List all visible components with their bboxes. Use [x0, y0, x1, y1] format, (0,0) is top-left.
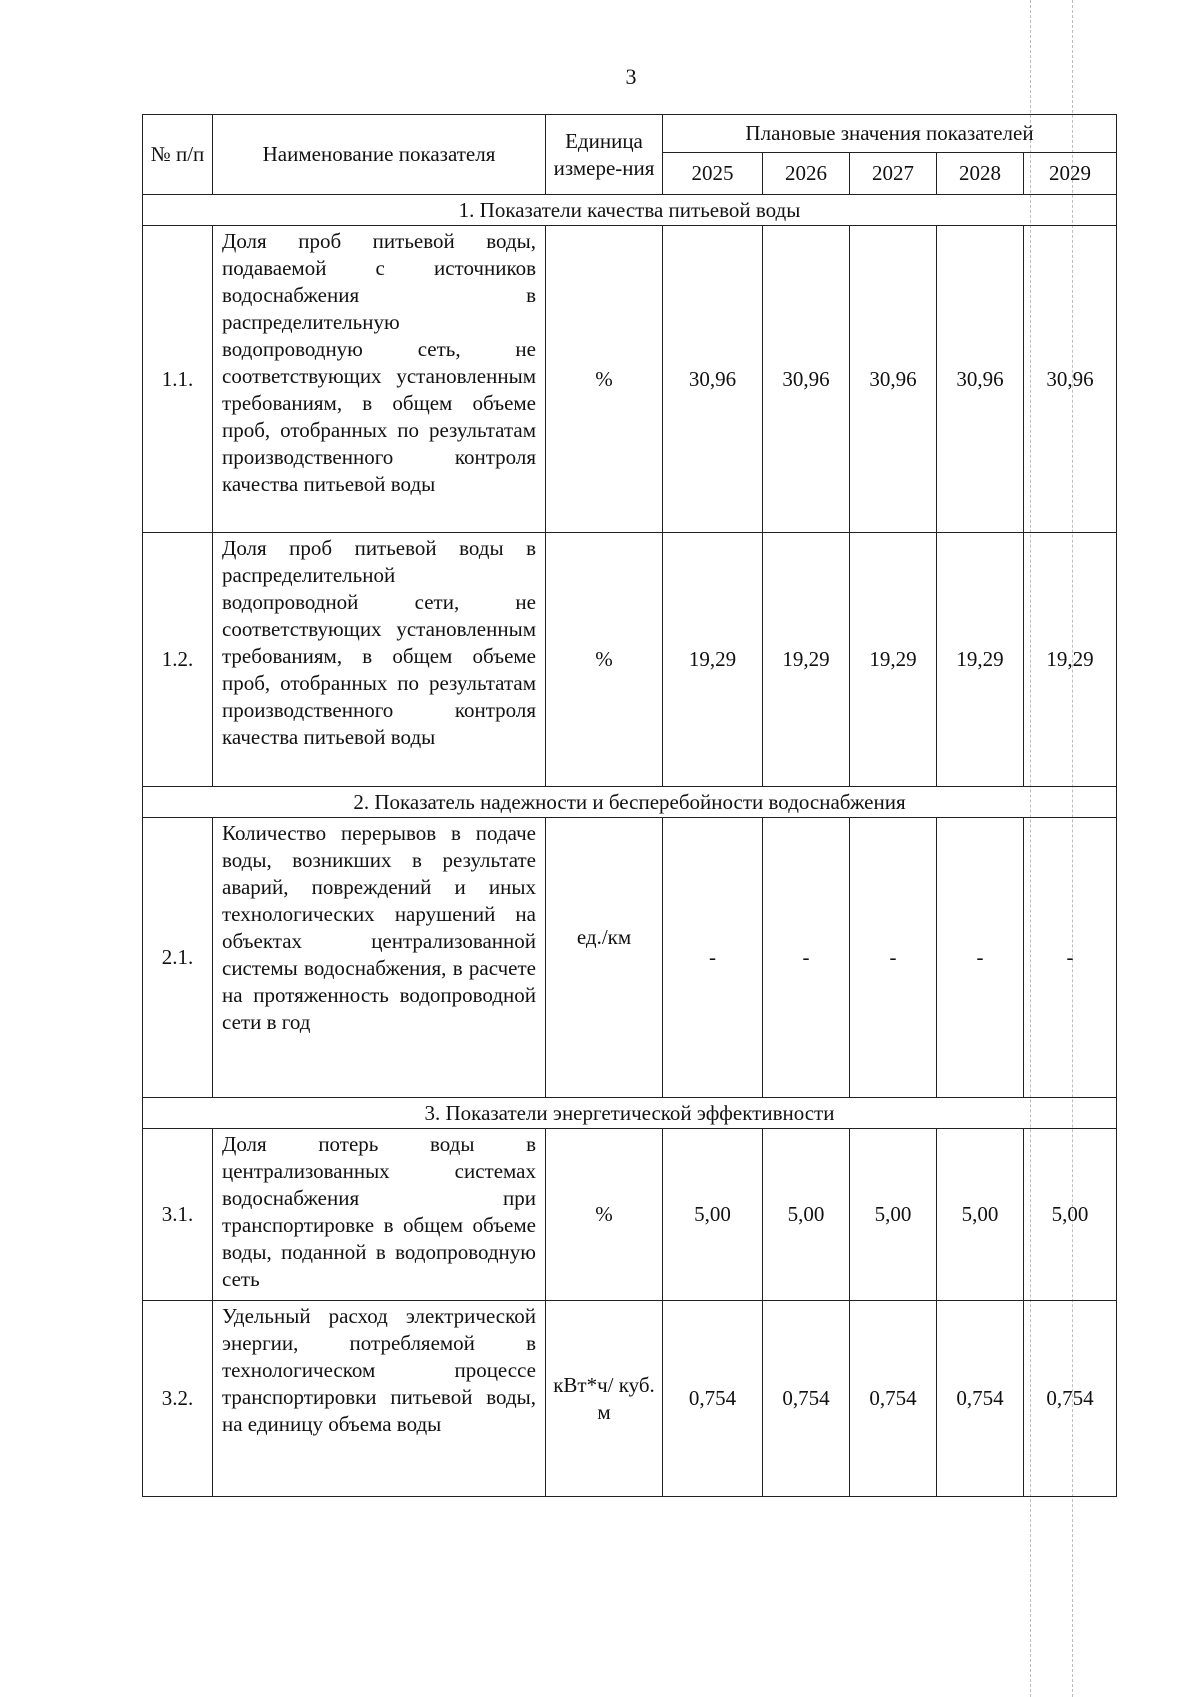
- table-row: [143, 226, 1117, 533]
- header-year: 2026: [763, 153, 850, 195]
- header-year: 2027: [850, 153, 937, 195]
- section-row: [143, 787, 1117, 818]
- section-title: 2. Показатель надежности и бесперебойности водоснабжения: [143, 787, 1117, 818]
- row-value: -: [663, 818, 763, 1098]
- row-value: 0,754: [763, 1301, 850, 1497]
- row-num: 1.2.: [143, 533, 213, 787]
- row-value: 0,754: [850, 1301, 937, 1497]
- row-value: 19,29: [763, 533, 850, 787]
- row-value: 0,754: [1024, 1301, 1117, 1497]
- row-value: -: [1024, 818, 1117, 1098]
- row-name: Удельный расход электрической энергии, потребляемой в технологическом процессе транспортировки питьевой воды, на единицу объема воды: [213, 1301, 546, 1497]
- row-num: 3.2.: [143, 1301, 213, 1497]
- row-value: 19,29: [937, 533, 1024, 787]
- row-value: 5,00: [763, 1129, 850, 1301]
- row-value: 19,29: [1024, 533, 1117, 787]
- row-name: Количество перерывов в подаче воды, возникших в результате аварий, повреждений и иных технологических нарушений на объектах централизованной системы водоснабжения, в расчете на протяженность водопроводной сети в год: [213, 818, 546, 1098]
- table-row: [143, 1301, 1117, 1497]
- header-year: 2029: [1024, 153, 1117, 195]
- row-value: 5,00: [1024, 1129, 1117, 1301]
- row-num: 3.1.: [143, 1129, 213, 1301]
- row-value: 0,754: [663, 1301, 763, 1497]
- section-row: [143, 195, 1117, 226]
- row-value: 5,00: [937, 1129, 1024, 1301]
- row-value: 30,96: [663, 226, 763, 533]
- row-num: 1.1.: [143, 226, 213, 533]
- row-value: 30,96: [937, 226, 1024, 533]
- header-name: Наименование показателя: [213, 115, 546, 195]
- section-title: 3. Показатели энергетической эффективности: [143, 1098, 1117, 1129]
- header-year: 2028: [937, 153, 1024, 195]
- section-title: 1. Показатели качества питьевой воды: [143, 195, 1117, 226]
- row-value: -: [763, 818, 850, 1098]
- row-value: -: [850, 818, 937, 1098]
- row-unit: %: [546, 226, 663, 533]
- page-number: 3: [625, 64, 637, 89]
- row-value: 30,96: [1024, 226, 1117, 533]
- row-unit: кВт*ч/ куб. м: [546, 1301, 663, 1497]
- row-name: Доля проб питьевой воды, подаваемой с источников водоснабжения в распределительную водопроводную сеть, не соответствующих установленным требованиям, в общем объеме проб, отобранных по результатам производственного контроля качества питьевой воды: [213, 226, 546, 533]
- row-value: 5,00: [663, 1129, 763, 1301]
- row-value: -: [937, 818, 1024, 1098]
- row-name: Доля потерь воды в централизованных системах водоснабжения при транспортировке в общем объеме воды, поданной в водопроводную сеть: [213, 1129, 546, 1301]
- row-value: 5,00: [850, 1129, 937, 1301]
- table-row: [143, 818, 1117, 1098]
- row-value: 30,96: [850, 226, 937, 533]
- row-unit: %: [546, 533, 663, 787]
- section-row: [143, 1098, 1117, 1129]
- row-value: 0,754: [937, 1301, 1024, 1497]
- table-row: [143, 533, 1117, 787]
- header-plan: Плановые значения показателей: [663, 115, 1117, 153]
- row-num: 2.1.: [143, 818, 213, 1098]
- row-value: 30,96: [763, 226, 850, 533]
- header-year: 2025: [663, 153, 763, 195]
- indicators-table: [142, 114, 1117, 1497]
- header-num: № п/п: [143, 115, 213, 195]
- row-unit: ед./км: [546, 818, 663, 1098]
- header-unit: Единица измере-ния: [546, 115, 663, 195]
- row-value: 19,29: [663, 533, 763, 787]
- row-value: 19,29: [850, 533, 937, 787]
- table-row: [143, 1129, 1117, 1301]
- row-unit: %: [546, 1129, 663, 1301]
- row-name: Доля проб питьевой воды в распределительной водопроводной сети, не соответствующих установленным требованиям, в общем объеме проб, отобранных по результатам производственного контроля качества питьевой воды: [213, 533, 546, 787]
